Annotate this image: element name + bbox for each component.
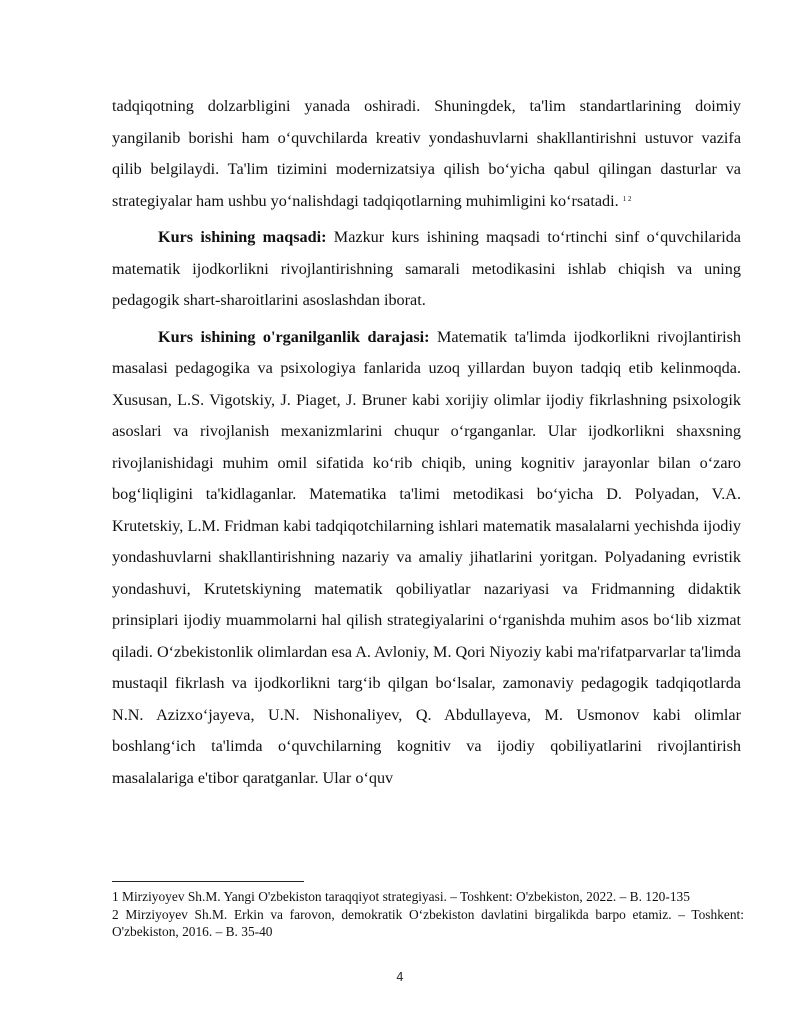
page-number: 4 bbox=[396, 970, 404, 984]
footnote-reference[interactable]: 1 2 bbox=[622, 194, 632, 203]
footnote-1: 1 Mirziyoyev Sh.M. Yangi O'zbekiston taraqqiyot strategiyasi. – Toshkent: O'zbekiston, 2022. – B. 120-135 bbox=[112, 889, 690, 904]
body-text bbox=[112, 91, 741, 799]
footnote-divider bbox=[112, 881, 304, 882]
paragraph-intro bbox=[112, 91, 741, 217]
goal-text: Mazkur kurs ishining maqsadi to‘rtinchi sinf o‘quvchilarida matematik ijodkorlikni rivojlantirishning samarali metodikasini ishlab chiqish va uning pedagogik shart-sharoitlarini asoslashdan iborat. bbox=[112, 228, 741, 309]
paragraph-intro-text: tadqiqotning dolzarbligini yanada oshiradi. Shuningdek, ta'lim standartlarining doimiy yangilanib borishi ham o‘quvchilarda kreativ yondashuvlarni shakllantirishni ustuvor vazifa qilib belgilaydi. Ta'lim tizimini modernizatsiya qilish bo‘yicha qabul qilingan dasturlar va strategiyalar ham ushbu yo‘nalishdagi tadqiqotlarning muhimligini ko‘rsatadi. bbox=[112, 97, 741, 210]
goal-heading: Kurs ishining maqsadi: bbox=[158, 228, 327, 246]
paragraph-study-level bbox=[112, 322, 741, 795]
study-level-heading: Kurs ishining o'rganilganlik darajasi: bbox=[158, 327, 430, 346]
footnotes bbox=[112, 888, 744, 941]
footnote-2: 2 Mirziyoyev Sh.M. Erkin va farovon, demokratik O‘zbekiston davlatini birgalikda barpo etamiz. – Toshkent: O'zbekiston, 2016. – B. 35-40 bbox=[112, 906, 744, 939]
study-level-text: Matematik ta'limda ijodkorlikni rivojlantirish masalasi pedagogika va psixologiya fanlarida uzoq yillardan buyon tadqiq etib kelinmoqda. Xususan, L.S. Vigotskiy, J. Piaget, J. Bruner kabi xorijiy olimlar ijodiy fikrlashning psixologik asoslari va rivojlanish mexanizmlarini chuqur o‘rganganlar. Ular ijodkorlikni shaxsning rivojlanishidagi muhim omil sifatida ko‘rib chiqib, uning kognitiv jarayonlar bilan o‘zaro bog‘liqligini ta'kidlaganlar. Matematika ta'limi metodikasi bo‘yicha D. Polyadan, V.A. Krutetskiy, L.M. Fridman kabi tadqiqotchilarning ishlari matematik masalalarni yechishda ijodiy yondashuvlarni shakllantirishning nazariy va amaliy jihatlarini yoritgan. Polyadaning evristik yondashuvi, Krutetskiyning matematik qobiliyatlar nazariyasi va Fridmanning didaktik prinsiplari ijodiy muammolarni hal qilish strategiyalarini o‘rganishda muhim asos bo‘lib xizmat qiladi. O‘zbekistonlik olimlardan esa A. Avloniy, M. Qori Niyoziy kabi ma'rifatparvarlar ta'limda mustaqil fikrlash va ijodkorlikni targ‘ib qilgan bo‘lsalar, zamonaviy pedagogik tadqiqotlarda N.N. Azizxo‘jayeva, U.N. Nishonaliyev, Q. Abdullayeva, M. Usmonov kabi olimlar boshlang‘ich ta'limda o‘quvchilarning kognitiv va ijodiy qobiliyatlarini rivojlantirish masalalariga e'tibor qaratganlar. Ular o‘quv bbox=[112, 327, 741, 787]
paragraph-goal bbox=[112, 222, 741, 317]
